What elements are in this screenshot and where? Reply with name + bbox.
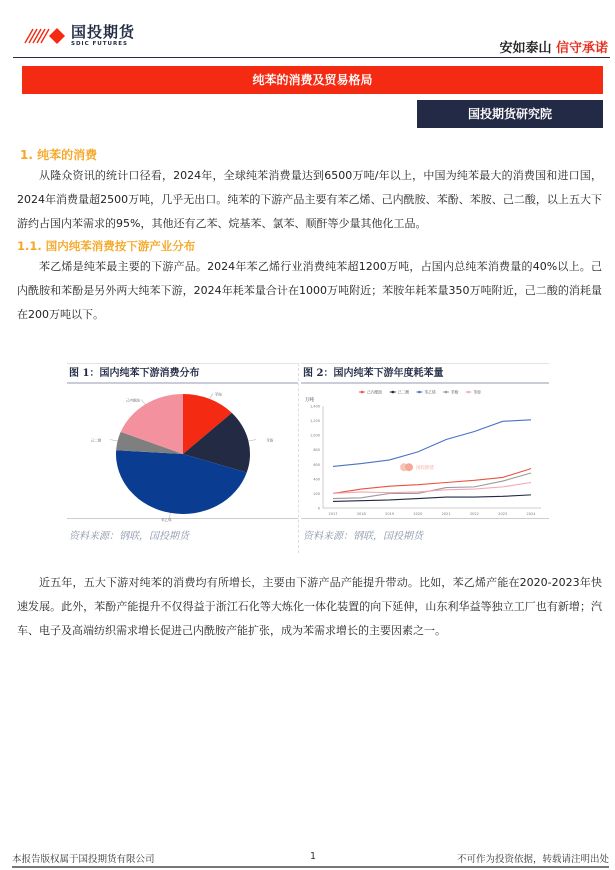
slogan <box>499 37 608 56</box>
x-tick-label: 2019 <box>385 512 395 516</box>
slogan-part-1: 安如泰山 <box>499 41 552 56</box>
report-title-bar: 纯苯的消费及贸易格局 <box>22 66 603 94</box>
institute-badge: 国投期货研究院 <box>417 100 603 128</box>
section-heading-1: 1. 纯苯的消费 <box>20 148 98 162</box>
y-tick-label: 400 <box>313 477 320 482</box>
figure-1 <box>67 363 299 553</box>
paragraph-3: 近五年，五大下游对纯苯的消费均有所增长，主要由下游产品产能提升带动。比如，苯乙烯产能在2020-2023年快速发展。此外，苯酚产能提升不仅得益于浙江石化等大炼化一体化装置的向下延伸，山东利华益等独立工厂也有新增；汽车、电子及高端纺织需求增长促进己内酰胺产能扩张，成为苯需求增长的主要因素之一。 <box>17 576 602 637</box>
logo-name-en: SDIC FUTURES <box>71 41 128 47</box>
pie-label: 苯酚 <box>266 438 274 443</box>
line-series <box>333 495 531 502</box>
x-tick-label: 2017 <box>328 512 338 516</box>
figures-row <box>67 363 549 553</box>
chart-watermark: 国投期货 <box>416 466 434 472</box>
figure-2-source: 资料来源：钢联，国投期货 <box>303 531 423 542</box>
paragraph-2: 苯乙烯是纯苯最主要的下游产品。2024年苯乙烯行业消费纯苯超1200万吨，占国内总纯苯消费量的40%以上。己内酰胺和苯酚是另外两大纯苯下游，2024年耗苯量合计在1000万吨附近；苯胺年耗苯量350万吨附近，己二酸的消耗量在200万吨以下。 <box>17 260 602 321</box>
pie-chart <box>67 384 298 522</box>
figure-1-source: 资料来源：钢联，国投期货 <box>69 531 189 542</box>
pie-label: 苯乙烯 <box>161 517 172 522</box>
figure-1-title: 图 1：国内纯苯下游消费分布 <box>67 364 298 384</box>
legend-item: 苯乙烯 <box>424 389 436 395</box>
logo <box>23 24 135 47</box>
pie-label: 己二酸 <box>90 438 102 443</box>
legend-item: 苯胺 <box>473 389 481 395</box>
pie-label: 己内酰胺 <box>125 398 140 403</box>
x-tick-label: 2020 <box>413 512 423 516</box>
line-series <box>333 420 531 467</box>
x-tick-label: 2022 <box>469 512 479 516</box>
paragraph-1: 从隆众资讯的统计口径看，2024年，全球纯苯消费量达到6500万吨/年以上，中国为纯苯最大的消费国和进口国，2024年消费量超2500万吨，几乎无出口。纯苯的下游产品主要有苯乙烯、己内酰胺、苯酚、苯胺、己二酸，以上五大下游约占国内苯需求的95%，其他还有乙苯、烷基苯、氯苯、顺酐等少量其他化工品。 <box>17 169 602 230</box>
y-axis-unit: 万吨 <box>305 398 314 403</box>
page-footer <box>12 848 609 868</box>
y-tick-label: 800 <box>313 448 320 453</box>
copyright-notice: 本报告版权属于国投期货有限公司 <box>12 854 155 865</box>
report-body-continued <box>17 571 602 643</box>
logo-stripes-icon <box>23 25 67 47</box>
slogan-part-2: 信守承诺 <box>555 41 608 56</box>
line-series <box>333 473 531 499</box>
x-tick-label: 2023 <box>498 512 508 516</box>
y-tick-label: 200 <box>313 491 320 496</box>
y-tick-label: 0 <box>317 506 320 511</box>
page-number: 1 <box>310 851 317 862</box>
y-tick-label: 1,200 <box>309 419 320 424</box>
disclaimer: 不可作为投资依据，转载请注明出处 <box>456 854 609 865</box>
legend-item: 己内酰胺 <box>367 389 383 395</box>
figure-2 <box>301 363 549 553</box>
y-tick-label: 1,400 <box>309 404 320 409</box>
pie-label: 苯胺 <box>214 392 222 397</box>
x-tick-label: 2018 <box>356 512 366 516</box>
line-chart <box>301 384 549 519</box>
y-tick-label: 1,000 <box>309 433 320 438</box>
section-heading-1-1: 1.1. 国内纯苯消费按下游产业分布 <box>17 239 196 253</box>
legend-item: 苯酚 <box>451 389 459 395</box>
report-body <box>17 146 602 327</box>
legend-item: 己二酸 <box>397 389 410 395</box>
x-tick-label: 2021 <box>441 512 451 516</box>
x-tick-label: 2024 <box>526 512 536 516</box>
y-tick-label: 600 <box>313 462 320 467</box>
logo-name-cn: 国投期货 <box>71 23 136 41</box>
page-header <box>13 22 610 58</box>
figure-2-title: 图 2：国内纯苯下游年度耗苯量 <box>301 364 549 384</box>
